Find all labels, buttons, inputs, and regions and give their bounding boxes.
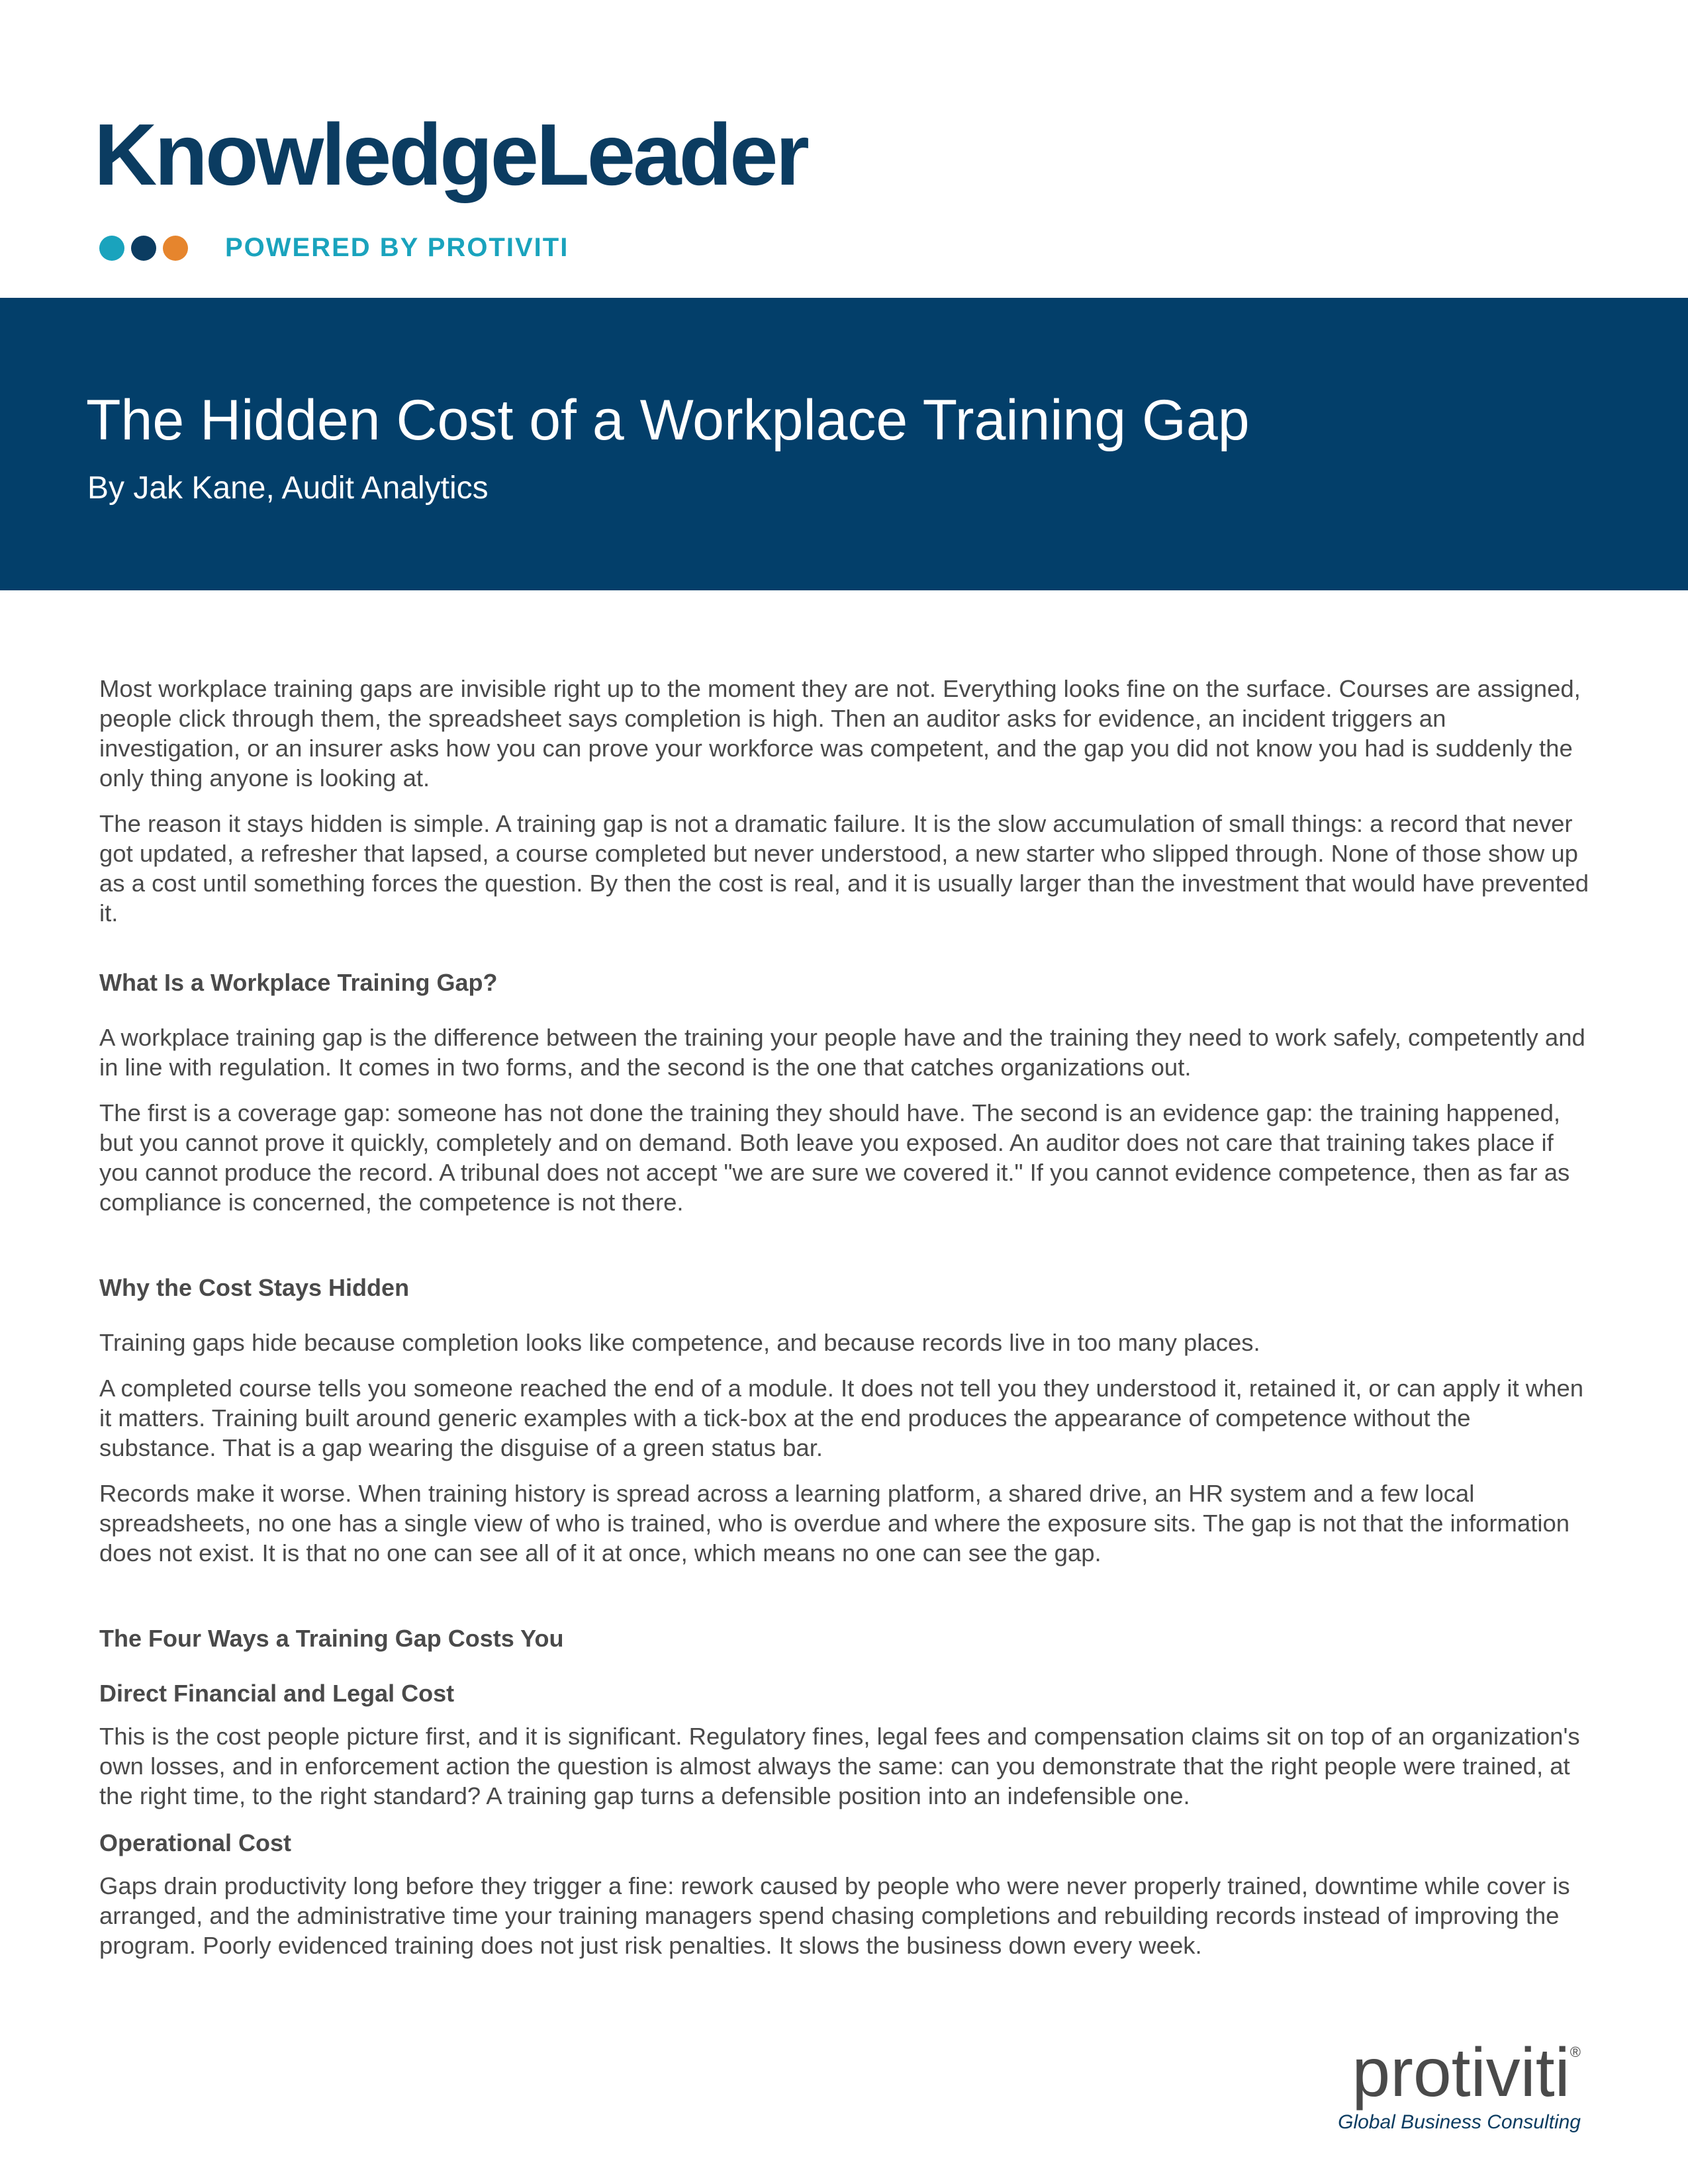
article-body xyxy=(99,674,1590,1976)
section-paragraph: A completed course tells you someone reached the end of a module. It does not tell you they understood it, retained it, or can apply it when it matters. Training built around generic examples with a tick-box at the end produces the appearance of competence without the substance. That is a gap wearing the disguise of a green status bar. xyxy=(99,1375,1584,1461)
section-paragraph: Records make it worse. When training history is spread across a learning platform, a shared drive, an HR system and a few local spreadsheets, no one has a single view of who is trained, who is overdue and where the exposure sits. The gap is not that the information does not exist. It is that no one can see all of it at once, which means no one can see the gap. xyxy=(99,1480,1570,1567)
intro-paragraph: Most workplace training gaps are invisible right up to the moment they are not. Everything looks fine on the surface. Courses are assigned, people click through them, the spreadsheet says completion is high. Then an auditor asks for evidence, an incident triggers an investigation, or an insurer asks how you can prove your workforce was competent, and the gap you did not know you had is suddenly the only thing anyone is looking at. xyxy=(99,675,1581,792)
section-heading: What Is a Workplace Training Gap? xyxy=(99,969,498,996)
byline: By Jak Kane, Audit Analytics xyxy=(87,471,489,506)
section-paragraph: Training gaps hide because completion looks like competence, and because records live in too many places. xyxy=(99,1329,1260,1356)
subsection-paragraph: Gaps drain productivity long before they trigger a fine: rework caused by people who were never properly trained, downtime while cover is arranged, and the administrative time your training managers spend chasing completions and rebuilding records instead of improving the program. Poorly evidenced training does not just risk penalties. It slows the business down every week. xyxy=(99,1872,1570,1959)
section-heading: Why the Cost Stays Hidden xyxy=(99,1274,410,1301)
title-banner xyxy=(0,298,1688,590)
logo-tagline: Global Business Consulting xyxy=(1338,2111,1581,2133)
subsection-heading: Direct Financial and Legal Cost xyxy=(99,1680,455,1707)
protiviti-wordmark: protiviti xyxy=(1352,2034,1570,2111)
protiviti-logo xyxy=(1303,2034,1581,2134)
orange-dot-icon xyxy=(163,236,188,261)
registered-mark: ® xyxy=(1570,2044,1581,2060)
section-paragraph: The first is a coverage gap: someone has not done the training they should have. The second is an evidence gap: the training happened, but you cannot prove it quickly, completely and on demand. Both leave you exposed. An auditor does not care that training takes place if you cannot produce the record. A tribunal does not accept "we are sure we covered it." If you cannot evidence competence, then as far as compliance is concerned, the competence is not there. xyxy=(99,1099,1570,1216)
section-heading: The Four Ways a Training Gap Costs You xyxy=(99,1625,564,1652)
intro-paragraph: The reason it stays hidden is simple. A training gap is not a dramatic failure. It is the slow accumulation of small things: a record that never got updated, a refresher that lapsed, a course completed but never understood, a new starter who slipped through. None of those show up as a cost until something forces the question. By then the cost is real, and it is usually larger than the investment that would have prevented it. xyxy=(99,810,1589,927)
navy-dot-icon xyxy=(131,236,156,261)
powered-by-label: POWERED BY PROTIVITI xyxy=(225,233,569,262)
section-paragraph: A workplace training gap is the difference between the training your people have and the training they need to work safely, competently and in line with regulation. It comes in two forms, and the second is the one that catches organizations out. xyxy=(99,1024,1585,1081)
subsection-heading: Operational Cost xyxy=(99,1829,292,1856)
teal-dot-icon xyxy=(99,236,124,261)
page-title: The Hidden Cost of a Workplace Training Gap xyxy=(86,388,1250,452)
subsection-paragraph: This is the cost people picture first, and it is significant. Regulatory fines, legal fees and compensation claims sit on top of an organization's own losses, and in enforcement action the question is almost always the same: can you demonstrate that the right people were trained, at the right time, to the right standard? A training gap turns a defensible position into an indefensible one. xyxy=(99,1723,1580,1809)
knowledgeleader-logo: KnowledgeLeader xyxy=(94,106,807,203)
